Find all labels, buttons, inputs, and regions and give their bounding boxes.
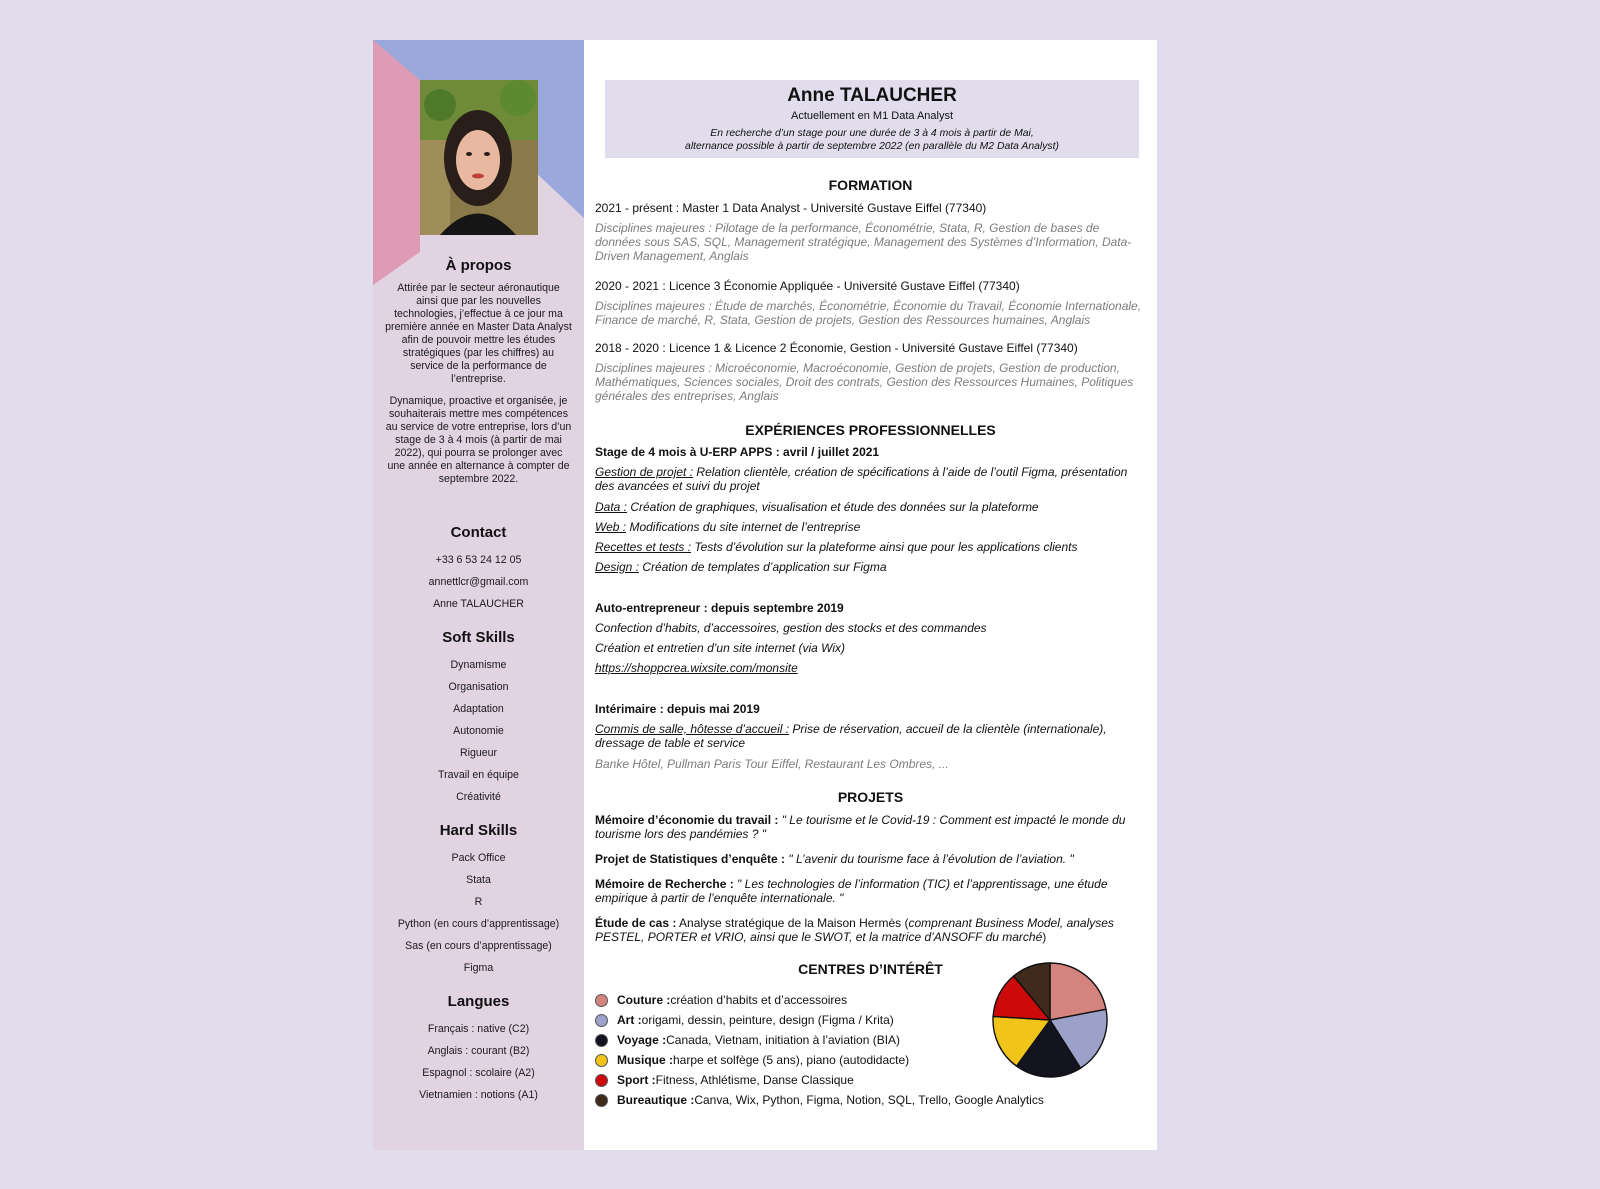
current-position: Actuellement en M1 Data Analyst bbox=[790, 110, 954, 122]
soft-skill-item: Travail en équipe bbox=[438, 769, 519, 781]
project-label: Mémoire de Recherche : bbox=[595, 877, 734, 891]
hard-skill-item: Pack Office bbox=[451, 852, 506, 864]
contact-phone: +33 6 53 24 12 05 bbox=[435, 554, 522, 566]
interest-label: Voyage : bbox=[617, 1033, 667, 1047]
formation-item bbox=[595, 279, 1145, 327]
contact-email[interactable]: annettlcr@gmail.com bbox=[428, 576, 529, 588]
hard-skill-item: Figma bbox=[463, 962, 494, 974]
job-1-label: Web : bbox=[595, 520, 627, 534]
about-paragraph-2: Dynamique, proactive et organisée, je souhaiterais mettre mes compétences au service de votre entreprise, lors d’un stage de 3 à 4 mois (à partir de mai 2022), qui pourra se prolonger avec une année en alternance à compter de septembre 2022. bbox=[385, 395, 572, 485]
job-1-title: Stage de 4 mois à U-ERP APPS : avril / juillet 2021 bbox=[595, 445, 880, 459]
job-1-line bbox=[595, 560, 1145, 574]
color-dot-icon bbox=[595, 1074, 608, 1087]
job-1-label: Gestion de projet : bbox=[595, 465, 694, 479]
language-item: Anglais : courant (B2) bbox=[427, 1045, 530, 1057]
color-dot-icon bbox=[595, 994, 608, 1007]
soft-skill-item: Organisation bbox=[448, 681, 509, 693]
formation-title: FORMATION bbox=[828, 177, 913, 193]
job-2-line: Confection d’habits, d’accessoires, gestion des stocks et des commandes bbox=[595, 621, 987, 635]
pink-shape bbox=[373, 40, 420, 285]
hard-skill-item: Sas (en cours d’apprentissage) bbox=[405, 940, 552, 952]
formation-heading: 2021 - présent : Master 1 Data Analyst - Université Gustave Eiffel (77340) bbox=[595, 201, 987, 215]
seeking-line-1: En recherche d’un stage pour une durée de 3 à 4 mois à partir de Mai, bbox=[710, 128, 1034, 139]
interest-label: Art : bbox=[617, 1013, 642, 1027]
formation-description: Disciplines majeures : Microéconomie, Macroéconomie, Gestion de projets, Gestion de production, Mathématiques, Sciences sociales, Droit des contrats, Gestion des Ressources Humaines, Politiques générales des entreprises, Anglais bbox=[595, 361, 1134, 403]
job-1-line bbox=[595, 465, 1145, 493]
color-dot-icon bbox=[595, 1054, 608, 1067]
interest-label: Musique : bbox=[617, 1053, 673, 1067]
interest-text: origami, dessin, peinture, design (Figma / Krita) bbox=[641, 1013, 894, 1027]
project-text: comprenant Business Model, analyses PESTEL, PORTER et VRIO, ainsi que le SWOT, et la matrice d’ANSOFF du marché bbox=[595, 916, 1114, 944]
soft-skill-item: Dynamisme bbox=[450, 659, 507, 671]
job-2-title: Auto-entrepreneur : depuis septembre 2019 bbox=[595, 601, 844, 615]
sidebar bbox=[373, 40, 584, 1150]
languages-section bbox=[385, 993, 572, 1106]
contact-name: Anne TALAUCHER bbox=[433, 598, 524, 610]
project-text: " Les technologies de l’information (TIC) et l’apprentissage, une étude empirique à partir de l’enquête internationale. " bbox=[595, 877, 1108, 905]
job-1-text: Création de templates d’application sur Figma bbox=[639, 560, 887, 574]
hard-skills-title: Hard Skills bbox=[439, 822, 518, 839]
job-2-website-link[interactable]: https://shoppcrea.wixsite.com/monsite bbox=[595, 661, 798, 675]
job-1-text: Relation clientèle, création de spécifications à l’aide de l’outil Figma, présentation des avancées et suivi du projet bbox=[595, 465, 1128, 493]
about-section bbox=[385, 257, 572, 495]
language-item: Vietnamien : notions (A1) bbox=[419, 1089, 538, 1101]
interest-item bbox=[595, 993, 847, 1007]
soft-skills-title: Soft Skills bbox=[442, 629, 515, 646]
soft-skill-item: Rigueur bbox=[459, 747, 498, 759]
formation-description: Disciplines majeures : Pilotage de la performance, Économétrie, Stata, R, Gestion de bases de données sous SAS, SQL, Management stratégique, Management des Systèmes d’Information, Data-Driven Management, Anglais bbox=[595, 221, 1132, 263]
project-label: Étude de cas : bbox=[595, 916, 677, 930]
project-item bbox=[595, 877, 1145, 905]
language-item: Français : native (C2) bbox=[427, 1023, 530, 1035]
formation-heading: 2018 - 2020 : Licence 1 & Licence 2 Économie, Gestion - Université Gustave Eiffel (77340) bbox=[595, 341, 1078, 355]
contact-section bbox=[385, 524, 572, 615]
job-1-label: Recettes et tests : bbox=[595, 540, 692, 554]
job-3-text: Prise de réservation, accueil de la clientèle (internationale), dressage de table et service bbox=[595, 722, 1107, 750]
soft-skill-item: Créativité bbox=[456, 791, 501, 803]
about-title: À propos bbox=[445, 257, 512, 274]
project-text: ) bbox=[1042, 930, 1047, 944]
soft-skill-item: Autonomie bbox=[453, 725, 504, 737]
interest-item bbox=[595, 1053, 909, 1067]
soft-skill-item: Adaptation bbox=[453, 703, 504, 715]
job-3-title: Intérimaire : depuis mai 2019 bbox=[595, 702, 760, 716]
job-3-label: Commis de salle, hôtesse d’accueil : bbox=[595, 722, 790, 736]
hard-skill-item: Python (en cours d’apprentissage) bbox=[397, 918, 560, 930]
project-label: Projet de Statistiques d’enquête : bbox=[595, 852, 786, 866]
job-1-line bbox=[595, 540, 1145, 554]
job-1-line bbox=[595, 500, 1145, 514]
job-1-label: Data : bbox=[595, 500, 628, 514]
hard-skills-section bbox=[385, 822, 572, 979]
interest-text: création d’habits et d’accessoires bbox=[670, 993, 848, 1007]
interest-text: Canada, Vietnam, initiation à l’aviation (BIA) bbox=[666, 1033, 901, 1047]
main-content bbox=[584, 40, 1157, 1150]
language-item: Espagnol : scolaire (A2) bbox=[422, 1067, 535, 1079]
job-2-line: Création et entretien d’un site internet (via Wix) bbox=[595, 641, 846, 655]
interest-text: Canva, Wix, Python, Figma, Notion, SQL, Trello, Google Analytics bbox=[694, 1093, 1044, 1107]
seeking-line-2: alternance possible à partir de septembre 2022 (en parallèle du M2 Data Analyst) bbox=[685, 141, 1059, 152]
candidate-name: Anne TALAUCHER bbox=[787, 85, 957, 106]
project-text: Analyse stratégique de la Maison Hermès ( bbox=[676, 916, 909, 930]
job-1-text: Création de graphiques, visualisation et étude des données sur la plateforme bbox=[627, 500, 1039, 514]
formation-heading: 2020 - 2021 : Licence 3 Économie Appliquée - Université Gustave Eiffel (77340) bbox=[595, 279, 1020, 293]
job-3-places: Banke Hôtel, Pullman Paris Tour Eiffel, Restaurant Les Ombres, ... bbox=[595, 757, 949, 771]
interest-item bbox=[595, 1073, 854, 1087]
job-1-label: Design : bbox=[595, 560, 640, 574]
interests-title: CENTRES D’INTÉRÊT bbox=[798, 961, 943, 977]
interest-text: Fitness, Athlétisme, Danse Classique bbox=[655, 1073, 854, 1087]
interest-text: harpe et solfège (5 ans), piano (autodidacte) bbox=[673, 1053, 910, 1067]
project-text: " Le tourisme et le Covid-19 : Comment est impacté le monde du tourisme lors des pandémies ? " bbox=[595, 813, 1126, 841]
cv-header bbox=[605, 80, 1139, 158]
hard-skill-item: R bbox=[474, 896, 483, 908]
project-item bbox=[595, 916, 1145, 944]
profile-photo bbox=[420, 80, 538, 235]
cv-page bbox=[373, 40, 1157, 1150]
languages-title: Langues bbox=[447, 993, 510, 1010]
project-text: " L’avenir du tourisme face à l’évolution de l’aviation. " bbox=[785, 852, 1074, 866]
experience-title: EXPÉRIENCES PROFESSIONNELLES bbox=[745, 422, 996, 438]
hard-skill-item: Stata bbox=[466, 874, 491, 886]
formation-description: Disciplines majeures : Étude de marchés, Économétrie, Économie du Travail, Économie Internationale, Finance de marché, R, Stata, Gestion de projets, Gestion des Ressources humaines, Anglais bbox=[595, 299, 1142, 327]
interest-label: Couture : bbox=[617, 993, 671, 1007]
project-label: Mémoire d’économie du travail : bbox=[595, 813, 779, 827]
interest-item bbox=[595, 1013, 894, 1027]
job-1-text: Tests d’évolution sur la plateforme ainsi que pour les applications clients bbox=[691, 540, 1078, 554]
color-dot-icon bbox=[595, 1034, 608, 1047]
job-1-line bbox=[595, 520, 1145, 534]
formation-item bbox=[595, 201, 1145, 263]
job-3-line bbox=[595, 722, 1145, 750]
about-paragraph-1: Attirée par le secteur aéronautique ainsi que par les nouvelles technologies, j’effectue à ce jour ma première année en Master Data Analyst afin de pouvoir mettre les études stratégiques (par les chiffres) au service de la performance de l’entreprise. bbox=[385, 282, 572, 385]
color-dot-icon bbox=[595, 1094, 608, 1107]
interest-label: Sport : bbox=[617, 1073, 656, 1087]
interest-label: Bureautique : bbox=[617, 1093, 695, 1107]
interest-item bbox=[595, 1093, 1044, 1107]
interests-pie-chart bbox=[990, 960, 1110, 1080]
interest-item bbox=[595, 1033, 900, 1047]
job-1-text: Modifications du site internet de l’entreprise bbox=[626, 520, 861, 534]
projects-title: PROJETS bbox=[837, 789, 904, 805]
project-item bbox=[595, 852, 1145, 866]
contact-title: Contact bbox=[450, 524, 507, 541]
formation-item bbox=[595, 341, 1145, 403]
soft-skills-section bbox=[385, 629, 572, 808]
color-dot-icon bbox=[595, 1014, 608, 1027]
seeking-text bbox=[605, 127, 1139, 153]
project-item bbox=[595, 813, 1145, 841]
